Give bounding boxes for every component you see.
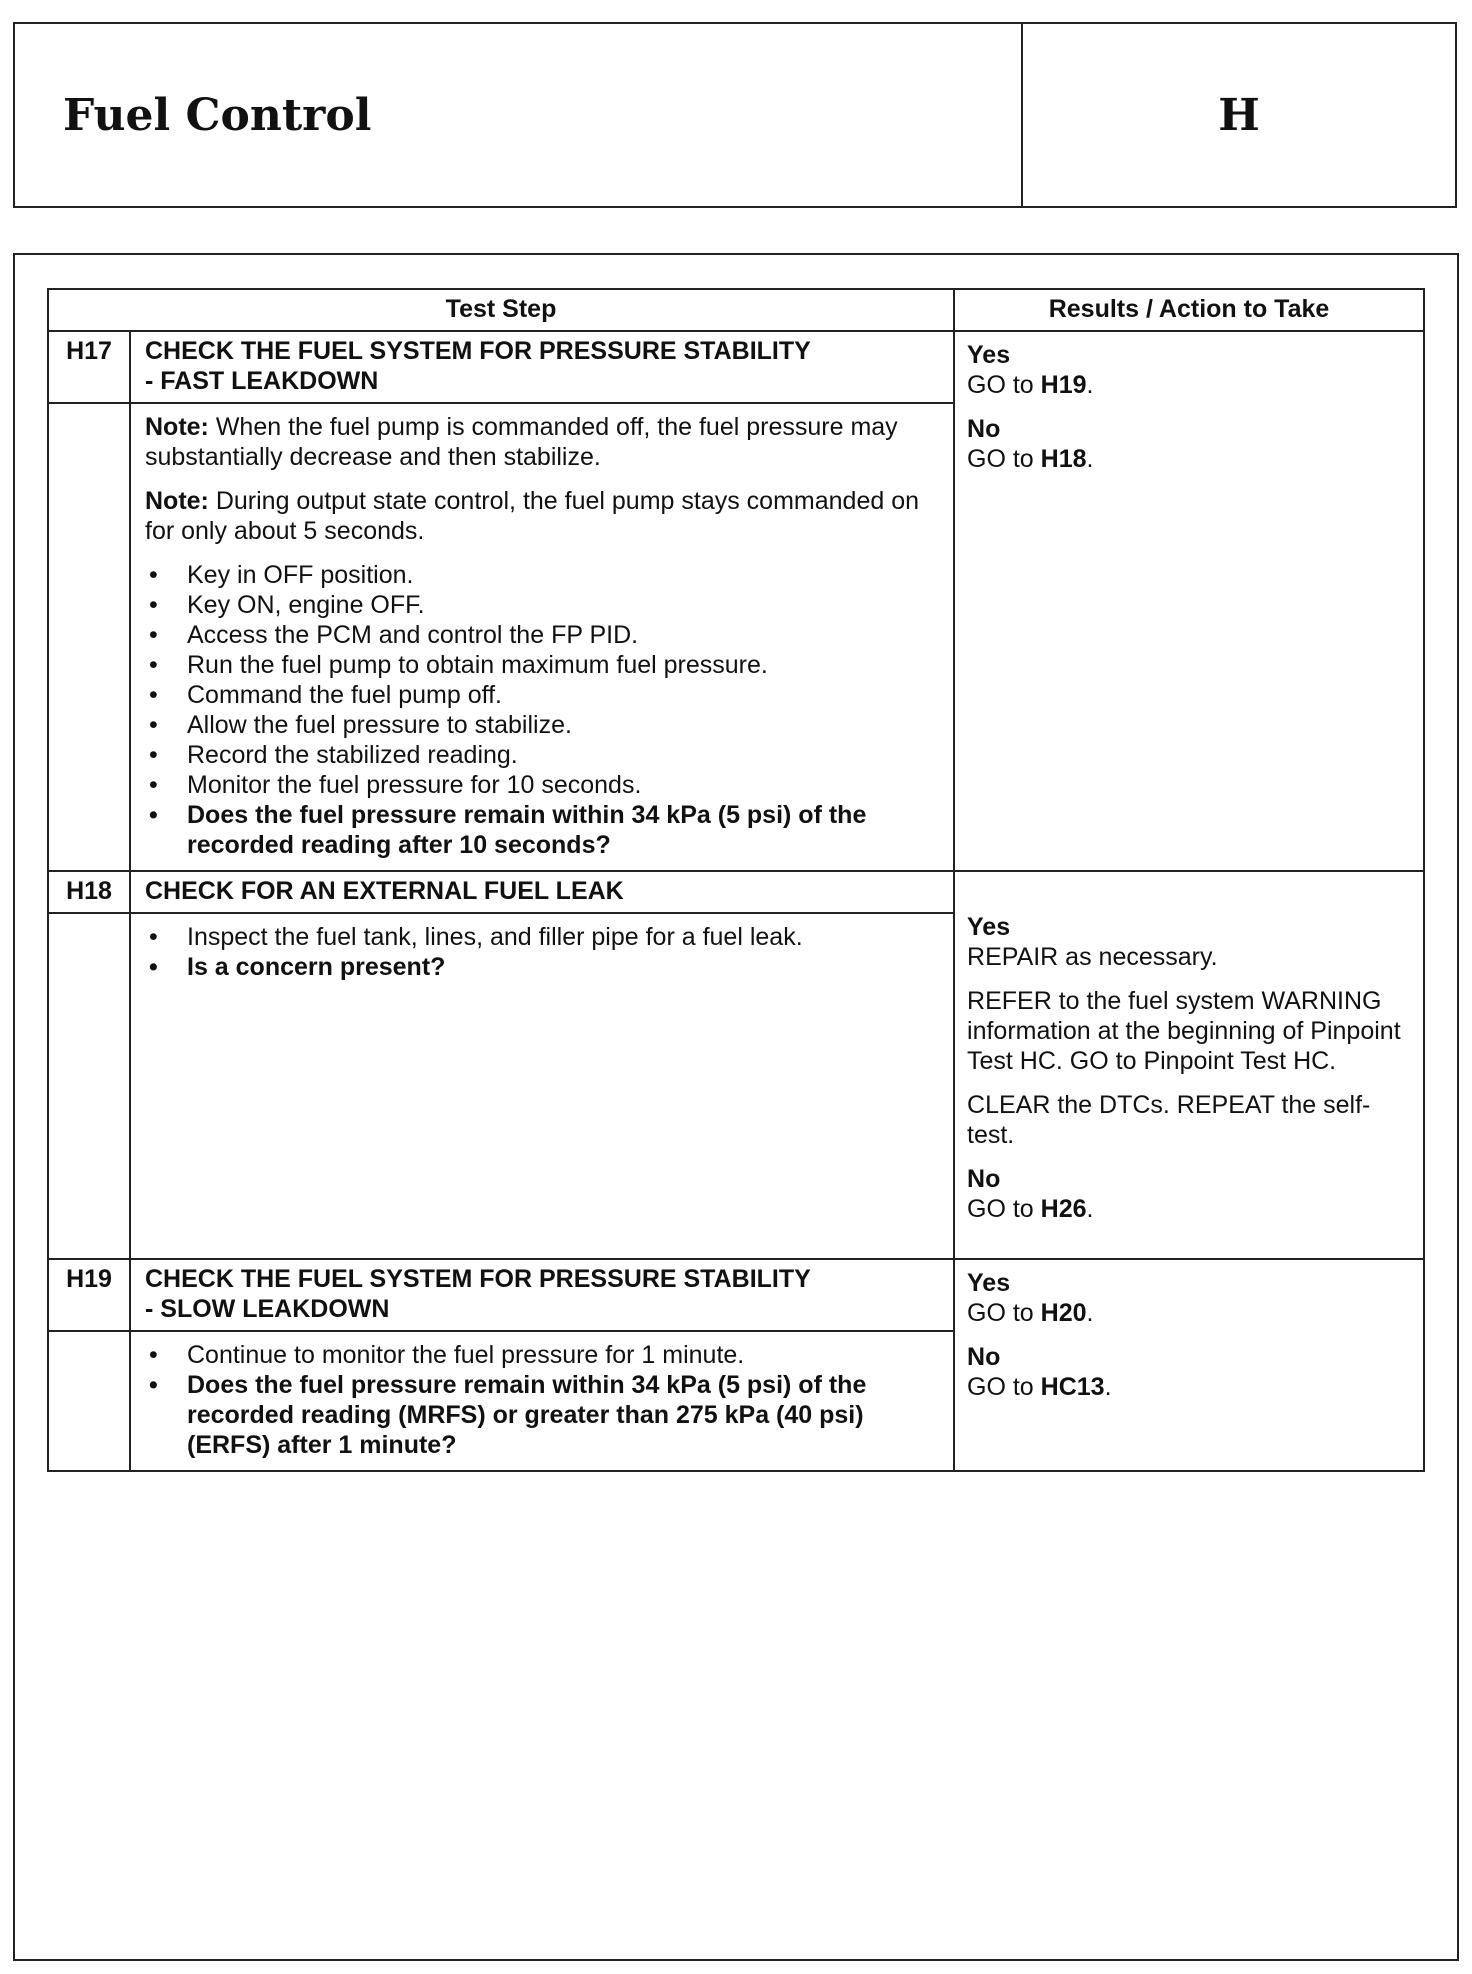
step-id-spacer	[48, 403, 130, 871]
procedure-item: • Record the stabilized reading.	[145, 740, 939, 770]
results-h19	[954, 1259, 1424, 1471]
note-label: Note:	[145, 487, 209, 515]
goto-ref: H20	[1040, 1299, 1087, 1327]
results-h17	[954, 331, 1424, 871]
procedure-item: • Monitor the fuel pressure for 10 seconds.	[145, 770, 939, 800]
test-step-table	[47, 288, 1425, 1472]
procedure-list	[145, 922, 939, 982]
procedure-item: • Key in OFF position.	[145, 560, 939, 590]
step-title-row-h17	[48, 331, 1424, 403]
step-body-h18	[130, 913, 954, 1259]
result-yes-label: Yes	[967, 341, 1011, 369]
result-no-h18	[967, 1164, 1411, 1224]
step-body-h17	[130, 403, 954, 871]
procedure-item: • Command the fuel pump off.	[145, 680, 939, 710]
step-title-line: - FAST LEAKDOWN	[145, 367, 379, 395]
table-header-row	[48, 289, 1424, 331]
goto-ref: H26	[1040, 1195, 1087, 1223]
results-h18	[954, 871, 1424, 1259]
procedure-item: • Continue to monitor the fuel pressure for 1 minute.	[145, 1340, 939, 1370]
note-text: When the fuel pump is commanded off, the fuel pressure may substantially decrease and then stabilize.	[145, 413, 898, 471]
goto-end: .	[1086, 1195, 1094, 1223]
result-action: CLEAR the DTCs. REPEAT the self-test.	[967, 1091, 1371, 1149]
section-letter: H	[1218, 89, 1260, 141]
step-title-line: - SLOW LEAKDOWN	[145, 1295, 390, 1323]
note	[145, 412, 939, 472]
procedure-question: • Does the fuel pressure remain within 34 kPa (5 psi) of the recorded reading after 10 seconds?	[145, 800, 939, 860]
goto-text: GO to	[967, 1299, 1041, 1327]
procedure-question: • Does the fuel pressure remain within 34 kPa (5 psi) of the recorded reading (MRFS) or greater than 275 kPa (40 psi) (ERFS) after 1 minute?	[145, 1370, 939, 1460]
note-label: Note:	[145, 413, 209, 441]
goto-end: .	[1086, 371, 1094, 399]
goto-end: .	[1086, 445, 1094, 473]
note-text: During output state control, the fuel pump stays commanded on for only about 5 seconds.	[145, 487, 920, 545]
goto-ref: HC13	[1040, 1373, 1105, 1401]
result-yes-goto	[967, 370, 1411, 400]
step-title-line: CHECK FOR AN EXTERNAL FUEL LEAK	[145, 877, 624, 905]
step-title-h19	[130, 1259, 954, 1331]
step-body-h19	[130, 1331, 954, 1471]
result-yes-label: Yes	[967, 913, 1011, 941]
result-action-block	[967, 986, 1411, 1076]
goto-text: GO to	[967, 371, 1041, 399]
result-yes-h19	[967, 1268, 1411, 1328]
result-no-goto	[967, 444, 1411, 474]
step-title-line: CHECK THE FUEL SYSTEM FOR PRESSURE STABILITY	[145, 1265, 811, 1293]
step-title-row-h18	[48, 871, 1424, 913]
goto-text: GO to	[967, 1373, 1041, 1401]
result-no-h17	[967, 414, 1411, 474]
result-action: REFER to the fuel system WARNING information at the beginning of Pinpoint Test HC. GO to Pinpoint Test HC.	[967, 987, 1401, 1075]
step-title-row-h19	[48, 1259, 1424, 1331]
page-header	[13, 22, 1457, 208]
step-title-h17	[130, 331, 954, 403]
goto-end: .	[1086, 1299, 1094, 1327]
step-id-h17: H17	[48, 331, 130, 403]
result-action-block	[967, 1090, 1411, 1150]
goto-end: .	[1104, 1373, 1112, 1401]
step-title-h18	[130, 871, 954, 913]
result-yes-goto	[967, 1298, 1411, 1328]
procedure-list	[145, 560, 939, 860]
goto-text: GO to	[967, 1195, 1041, 1223]
step-id-spacer	[48, 1331, 130, 1471]
step-id-h18: H18	[48, 871, 130, 913]
procedure-item: • Allow the fuel pressure to stabilize.	[145, 710, 939, 740]
result-action: REPAIR as necessary.	[967, 943, 1218, 971]
result-no-goto	[967, 1194, 1411, 1224]
step-id-spacer	[48, 913, 130, 1259]
result-yes-h18	[967, 912, 1411, 972]
column-header-results: Results / Action to Take	[954, 289, 1424, 331]
procedure-list	[145, 1340, 939, 1460]
goto-text: GO to	[967, 445, 1041, 473]
note	[145, 486, 939, 546]
result-no-label: No	[967, 415, 1001, 443]
result-no-goto	[967, 1372, 1411, 1402]
result-yes-h17	[967, 340, 1411, 400]
step-title-line: CHECK THE FUEL SYSTEM FOR PRESSURE STABILITY	[145, 337, 811, 365]
procedure-item: • Access the PCM and control the FP PID.	[145, 620, 939, 650]
result-no-h19	[967, 1342, 1411, 1402]
page-title: Fuel Control	[15, 24, 1023, 206]
goto-ref: H19	[1040, 371, 1087, 399]
step-id-h19: H19	[48, 1259, 130, 1331]
result-yes-label: Yes	[967, 1269, 1011, 1297]
column-header-test-step: Test Step	[48, 289, 954, 331]
procedure-item: • Run the fuel pump to obtain maximum fuel pressure.	[145, 650, 939, 680]
procedure-item: • Inspect the fuel tank, lines, and filler pipe for a fuel leak.	[145, 922, 939, 952]
result-no-label: No	[967, 1165, 1001, 1193]
result-no-label: No	[967, 1343, 1001, 1371]
procedure-question: • Is a concern present?	[145, 952, 939, 982]
procedure-item: • Key ON, engine OFF.	[145, 590, 939, 620]
goto-ref: H18	[1040, 445, 1087, 473]
